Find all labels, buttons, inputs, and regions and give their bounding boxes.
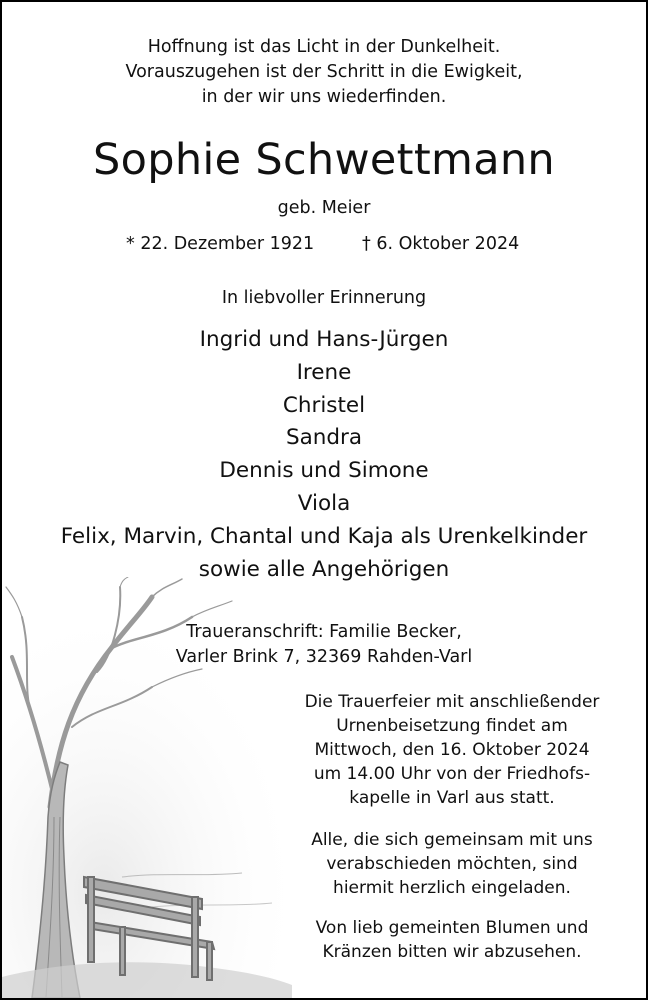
- birth-name: geb. Meier: [277, 198, 371, 218]
- family-member: Dennis und Simone: [219, 458, 429, 484]
- memory-line: In liebvoller Erinnerung: [221, 288, 427, 308]
- motto-verse: Hoffnung ist das Licht in der Dunkelheit. Vorauszugehen ist der Schritt in die Ewigkeit, in der wir uns wiederfinden.: [125, 37, 523, 107]
- family-member: Ingrid und Hans-Jürgen: [199, 327, 449, 352]
- deceased-name: Sophie Schwettmann: [93, 135, 555, 185]
- family-list: [2, 324, 646, 586]
- ceremony-info: Die Trauerfeier mit anschließender Urnenbeisetzung findet am Mittwoch, den 16. Oktober 2024 um 14.00 Uhr von der Friedhofs- kapelle in Varl aus statt.: [304, 692, 600, 808]
- family-member: Viola: [297, 490, 351, 516]
- invitation-text: Alle, die sich gemeinsam mit uns verabschieden möchten, sind hiermit herzlich eingeladen.: [311, 830, 593, 898]
- family-member: Irene: [296, 359, 352, 385]
- birth-date: * 22. Dezember 1921: [126, 234, 315, 254]
- death-date: † 6. Oktober 2024: [362, 234, 520, 254]
- mourning-address: Traueranschrift: Familie Becker, Varler Brink 7, 32369 Rahden-Varl: [175, 622, 473, 667]
- family-member: Sandra: [285, 425, 363, 451]
- family-member: Felix, Marvin, Chantal und Kaja als Urenkelkinder: [60, 523, 588, 549]
- family-member: Christel: [282, 392, 366, 418]
- family-member: sowie alle Angehörigen: [198, 556, 450, 582]
- flowers-note: Von lieb gemeinten Blumen und Kränzen bitten wir abzusehen.: [315, 918, 589, 962]
